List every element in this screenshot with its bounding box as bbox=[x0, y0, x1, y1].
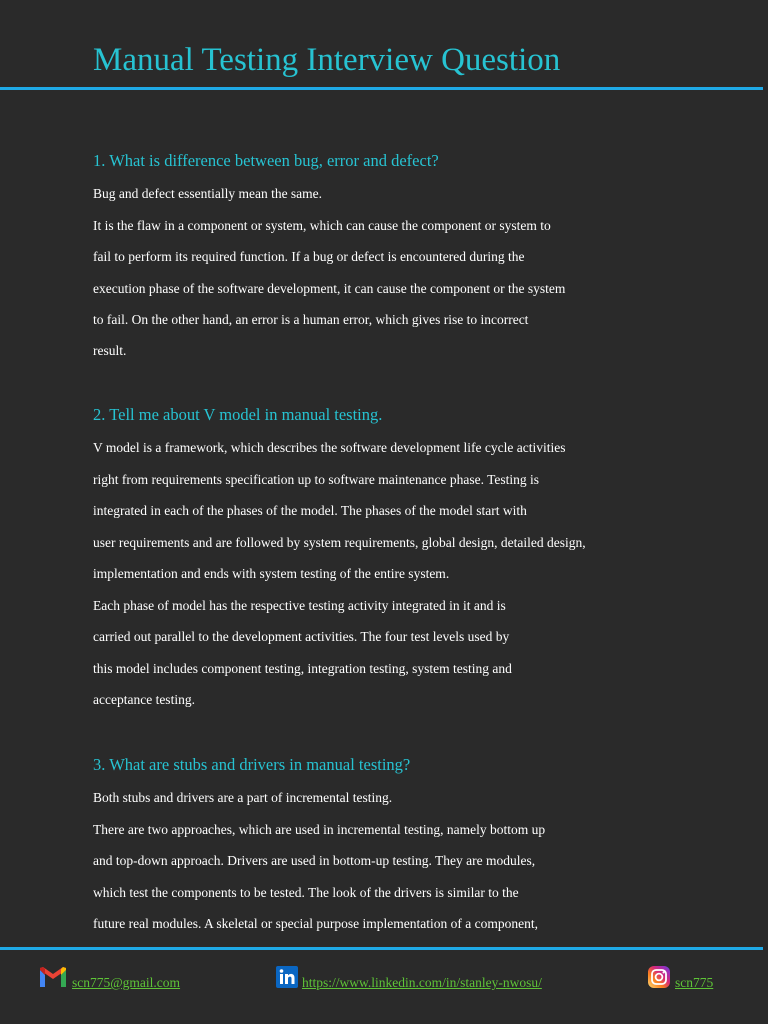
gmail-icon bbox=[38, 966, 68, 993]
answer-line: implementation and ends with system testing of the entire system. bbox=[93, 566, 450, 581]
footer-divider bbox=[0, 947, 763, 950]
answer-line: user requirements and are followed by system requirements, global design, detailed design, bbox=[93, 535, 586, 550]
answer-line: It is the flaw in a component or system, which can cause the component or system to bbox=[93, 218, 551, 233]
question-heading-1: 1. What is difference between bug, error and defect? bbox=[93, 151, 439, 170]
answer-line: execution phase of the software development, it can cause the component or the system bbox=[93, 281, 566, 296]
linkedin-icon bbox=[276, 966, 298, 993]
answer-line: Both stubs and drivers are a part of incremental testing. bbox=[93, 790, 393, 805]
answer-line: future real modules. A skeletal or special purpose implementation of a component, bbox=[93, 916, 538, 931]
footer-email bbox=[38, 966, 180, 992]
answer-line: which test the components to be tested. The look of the drivers is similar to the bbox=[93, 885, 519, 900]
page-title: Manual Testing Interview Question bbox=[93, 42, 561, 78]
header-divider bbox=[0, 87, 763, 90]
answer-line: right from requirements specification up to software maintenance phase. Testing is bbox=[93, 472, 540, 487]
answer-line: V model is a framework, which describes the software development life cycle activities bbox=[93, 440, 566, 455]
answer-line: Bug and defect essentially mean the same. bbox=[93, 186, 323, 201]
instagram-icon bbox=[647, 965, 671, 994]
answer-line: to fail. On the other hand, an error is a human error, which gives rise to incorrect bbox=[93, 312, 529, 327]
answer-line: carried out parallel to the development activities. The four test levels used by bbox=[93, 629, 510, 644]
answer-line: this model includes component testing, integration testing, system testing and bbox=[93, 661, 512, 676]
answer-line: Each phase of model has the respective testing activity integrated in it and is bbox=[93, 598, 506, 613]
answer-line: acceptance testing. bbox=[93, 692, 195, 707]
answer-line: and top-down approach. Drivers are used in bottom-up testing. They are modules, bbox=[93, 853, 536, 868]
answer-line: fail to perform its required function. If a bug or defect is encountered during the bbox=[93, 249, 525, 264]
footer-instagram bbox=[647, 966, 713, 992]
email-link[interactable]: scn775@gmail.com bbox=[72, 975, 181, 990]
answer-line: integrated in each of the phases of the model. The phases of the model start with bbox=[93, 503, 527, 518]
answer-line: result. bbox=[93, 343, 127, 358]
answer-line: There are two approaches, which are used in incremental testing, namely bottom up bbox=[93, 822, 546, 837]
instagram-link[interactable]: scn775 bbox=[675, 975, 714, 990]
linkedin-link[interactable]: https://www.linkedin.com/in/stanley-nwosu/ bbox=[302, 975, 542, 990]
question-heading-3: 3. What are stubs and drivers in manual testing? bbox=[93, 755, 411, 774]
footer-linkedin bbox=[276, 966, 542, 992]
question-heading-2: 2. Tell me about V model in manual testing. bbox=[93, 405, 383, 424]
